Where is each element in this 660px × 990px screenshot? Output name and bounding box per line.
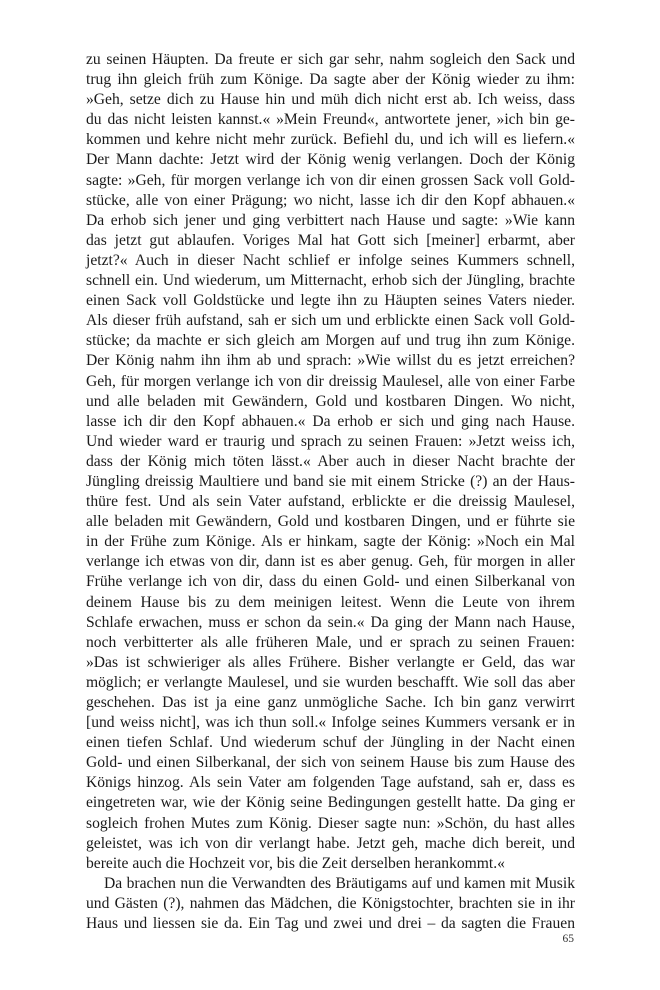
text-line: kommen und kehre nicht mehr zurück. Befiehl du, und ich will es liefern.« — [86, 131, 575, 149]
text-line: Geh, für morgen verlange ich von dir dreissig Maulesel, alle von einer Farbe — [86, 372, 575, 390]
text-line: Königs hinzog. Als sein Vater am folgenden Tage aufstand, sah er, dass es — [86, 774, 575, 792]
text-line: Der Mann dachte: Jetzt wird der König wenig verlangen. Doch der König — [86, 151, 575, 169]
text-line: »Das ist schwieriger als alles Frühere. Bisher verlangte er Geld, das war — [86, 653, 575, 671]
text-line: einen Sack voll Goldstücke und legte ihn zu Häupten seines Vaters nieder. — [86, 292, 575, 310]
text-line: jetzt?« Auch in dieser Nacht schlief er infolge seines Kummers schnell, — [86, 251, 575, 269]
text-line: trug ihn gleich früh zum Könige. Da sagte aber der König wieder zu ihm: — [86, 71, 575, 89]
text-line: sogleich frohen Mutes zum König. Dieser sagte nun: »Schön, du hast alles — [86, 814, 575, 832]
text-line: dass der König mich töten lässt.« Aber auch in dieser Nacht brachte der — [86, 452, 575, 470]
text-line: stücke, alle von einer Prägung; wo nicht, lasse ich dir den Kopf abhauen.« — [86, 191, 575, 209]
text-line: alle beladen mit Gewändern, Gold und kostbaren Dingen, und er führte sie — [86, 513, 575, 531]
text-line: verlange ich etwas von dir, dann ist es aber genug. Geh, für morgen in aller — [86, 553, 575, 571]
text-line: du das nicht leisten kannst.« »Mein Freund«, antwortete jener, »ich bin ge- — [86, 111, 575, 129]
text-line: einen tiefen Schlaf. Und wiederum schuf der Jüngling in der Nacht einen — [86, 734, 575, 752]
text-line: eingetreten war, wie der König seine Bedingungen gestellt hatte. Da ging er — [86, 794, 575, 812]
text-line: deinem Hause bis zu dem meinigen leitest. Wenn die Leute von ihrem — [86, 593, 575, 611]
text-line: Haus und liessen sie da. Ein Tag und zwei und drei – da sagten die Frauen — [86, 915, 575, 933]
text-line: Schlafe erwachen, muss er schon da sein.« Da ging der Mann nach Hause, — [86, 613, 575, 631]
text-line: noch verbitterter als alle früheren Male, und er sprach zu seinen Frauen: — [86, 633, 575, 651]
text-line: und Gästen (?), nahmen das Mädchen, die Königstochter, brachten sie in ihr — [86, 894, 575, 912]
text-line: Frühe verlange ich von dir, dass du einen Gold- und einen Silberkanal von — [86, 573, 575, 591]
text-line: Da erhob sich jener und ging verbittert nach Hause und sagte: »Wie kann — [86, 211, 575, 229]
text-line: Da brachen nun die Verwandten des Bräutigams auf und kamen mit Musik — [104, 874, 575, 892]
text-line: Gold- und einen Silberkanal, der sich von seinem Hause bis zum Hause des — [86, 754, 575, 772]
body-text — [86, 50, 575, 934]
text-line: möglich; er verlangte Maulesel, und sie wurden beschafft. Wie soll das aber — [86, 673, 575, 691]
text-line: Der König nahm ihn ihm ab und sprach: »Wie willst du es jetzt erreichen? — [86, 352, 575, 370]
text-line: Und wieder ward er traurig und sprach zu seinen Frauen: »Jetzt weiss ich, — [86, 432, 575, 450]
text-line: lasse ich dir den Kopf abhauen.« Da erhob er sich und ging nach Hause. — [86, 412, 575, 430]
text-line: sagte: »Geh, für morgen verlange ich von dir einen grossen Sack voll Gold- — [86, 171, 575, 189]
text-line: zu seinen Häupten. Da freute er sich gar sehr, nahm sogleich den Sack und — [86, 51, 575, 68]
text-line: schnell ein. Und wiederum, um Mitternacht, erhob sich der Jüngling, brachte — [86, 272, 575, 290]
text-line: [und weiss nicht], was ich thun soll.« Infolge seines Kummers versank er in — [86, 714, 575, 732]
text-line: Als dieser früh aufstand, sah er sich um und erblickte einen Sack voll Gold- — [86, 312, 575, 330]
text-line: und alle beladen mit Gewändern, Gold und kostbaren Dingen. Wo nicht, — [86, 392, 575, 410]
text-line: bereite auch die Hochzeit vor, bis die Zeit derselben herankommt.« — [86, 854, 505, 872]
text-line: Jüngling dreissig Maultiere und band sie mit einem Stricke (?) an der Haus- — [86, 472, 575, 490]
text-line: geleistet, was ich von dir verlangt habe. Jetzt geh, mache dich bereit, und — [86, 834, 575, 852]
text-line: stücke; da machte er sich gleich am Morgen auf und trug ihn zum Könige. — [86, 332, 575, 350]
text-line: thüre fest. Und als sein Vater aufstand, erblickte er die dreissig Maulesel, — [86, 493, 575, 511]
page-number: 65 — [562, 933, 574, 945]
text-line: in der Frühe zum Könige. Als er hinkam, sagte der König: »Noch ein Mal — [86, 533, 575, 551]
text-line: das jetzt gut ablaufen. Voriges Mal hat Gott sich [meiner] erbarmt, aber — [86, 231, 575, 249]
text-line: »Geh, setze dich zu Hause hin und müh dich nicht erst ab. Ich weiss, dass — [86, 91, 575, 109]
text-line: geschehen. Das ist ja eine ganz unmögliche Sache. Ich bin ganz verwirrt — [86, 694, 575, 711]
